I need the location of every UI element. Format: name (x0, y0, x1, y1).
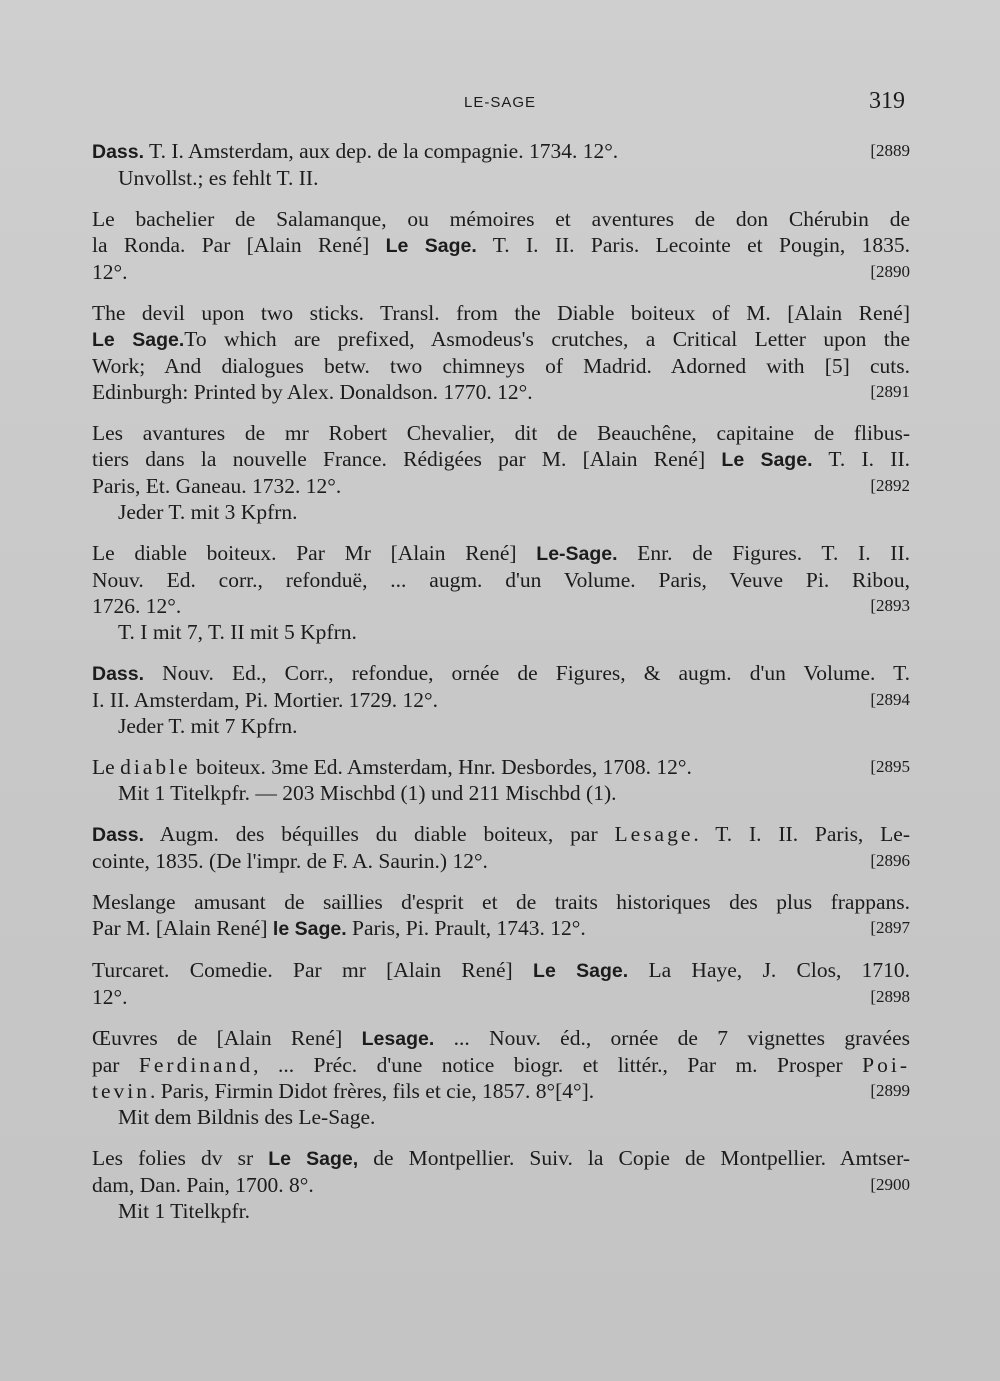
entry-line (92, 1025, 910, 1052)
entry-text: To which are prefixed, Asmodeus's crutches, a Critical Letter upon the (184, 327, 911, 351)
entry-note: Mit 1 Titelkpfr. — 203 Mischbd (1) und 211 Mischbd (1). (118, 781, 617, 805)
bold-term: le Sage. (272, 918, 347, 940)
entry-text: Edinburgh: Printed by Alex. Donaldson. 1770. 12°. (92, 380, 533, 404)
entry-2897 (92, 889, 910, 942)
entry-2891 (92, 300, 910, 405)
entry-line (92, 821, 910, 848)
entry-text: Turcaret. Comedie. Par mr [Alain René] (92, 958, 534, 982)
entry-text: , ... Préc. d'une notice biogr. et littér., Par m. Prosper (253, 1053, 863, 1077)
entry-note: Mit dem Bildnis des Le-Sage. (118, 1105, 376, 1129)
entry-note: T. I mit 7, T. II mit 5 Kpfrn. (118, 620, 357, 644)
bold-term: Le Sage, (268, 1148, 359, 1170)
entry-text: . Paris, Firmin Didot frères, fils et cie, 1857. 8°[4°]. (150, 1079, 595, 1103)
bibliography-list (92, 138, 910, 1239)
bold-term: Le Sage. (533, 960, 629, 982)
entry-line (92, 1078, 910, 1104)
entry-2893 (92, 540, 910, 645)
entry-2898 (92, 957, 910, 1010)
entry-number: [2891 (870, 382, 910, 401)
entry-2894 (92, 660, 910, 739)
entry-line (92, 984, 910, 1010)
entry-text: par (92, 1053, 139, 1077)
entry-line (92, 259, 910, 285)
spaced-term: Poi- (862, 1053, 911, 1077)
entry-text: T. I. II. (812, 447, 910, 471)
entry-text: 1726. 12°. (92, 594, 182, 618)
spaced-term: diable (120, 755, 191, 779)
entry-line (92, 957, 910, 984)
entry-line (92, 1172, 910, 1198)
entry-line: Work; And dialogues betw. two chimneys of Madrid. Adorned with [5] cuts. (92, 354, 910, 378)
bold-term: Dass. (92, 141, 145, 163)
entry-line: Meslange amusant de saillies d'esprit et de traits historiques des plus frappans. (92, 890, 910, 914)
entry-text: Enr. de Figures. T. I. II. (617, 541, 910, 565)
entry-line: The devil upon two sticks. Transl. from the Diable boiteux of M. [Alain René] (92, 301, 910, 325)
running-head: LE-SAGE (463, 94, 537, 111)
entry-line (92, 754, 910, 780)
entry-number: [2895 (870, 757, 910, 776)
entry-text: dam, Dan. Pain, 1700. 8°. (92, 1173, 314, 1197)
entry-line (92, 687, 910, 713)
entry-text: Par M. [Alain René] (92, 916, 273, 940)
entry-text: Nouv. Ed., Corr., refondue, ornée de Figures, & augm. d'un Volume. T. (144, 661, 910, 685)
entry-line (92, 326, 910, 353)
entry-line (92, 660, 910, 687)
entry-text: Le (92, 755, 121, 779)
entry-2899 (92, 1025, 910, 1130)
entry-2900 (92, 1145, 910, 1224)
entry-text: Paris, Et. Ganeau. 1732. 12°. (92, 474, 342, 498)
entry-text: T. I. Amsterdam, aux dep. de la compagnie. 1734. 12°. (144, 139, 619, 163)
entry-text: Paris, Pi. Prault, 1743. 12°. (346, 916, 586, 940)
entry-2895 (92, 754, 910, 806)
spaced-term: Ferdinand (138, 1053, 254, 1077)
entry-text: ... Nouv. éd., ornée de 7 vignettes gravées (434, 1026, 910, 1050)
entry-note: Unvollst.; es fehlt T. II. (118, 166, 319, 190)
entry-text: Les folies dv sr (92, 1146, 269, 1170)
entry-line: Nouv. Ed. corr., refonduë, ... augm. d'un Volume. Paris, Veuve Pi. Ribou, (92, 568, 910, 592)
entry-text: la Ronda. Par [Alain René] (92, 233, 386, 257)
entry-text: Œuvres de [Alain René] (92, 1026, 362, 1050)
page-number: 319 (869, 88, 905, 114)
entry-text: I. II. Amsterdam, Pi. Mortier. 1729. 12°. (92, 688, 438, 712)
entry-line (92, 379, 910, 405)
entry-line (92, 540, 910, 567)
entry-line (92, 1052, 910, 1078)
entry-line (92, 593, 910, 619)
entry-line (92, 446, 910, 473)
entry-text: 12°. (92, 985, 128, 1009)
entry-text: T. I. II. Paris. Lecointe et Pougin, 1835. (476, 233, 910, 257)
entry-number: [2892 (870, 476, 910, 495)
entry-line: Le bachelier de Salamanque, ou mémoires et aventures de don Chérubin de (92, 207, 910, 231)
entry-line (92, 915, 910, 942)
entry-2892 (92, 420, 910, 525)
entry-number: [2897 (870, 918, 910, 937)
entry-number: [2898 (870, 987, 910, 1006)
entry-note: Mit 1 Titelkpfr. (118, 1199, 251, 1223)
entry-text: La Haye, J. Clos, 1710. (628, 958, 910, 982)
entry-line (92, 848, 910, 874)
bold-term: Dass. (92, 824, 145, 846)
bold-term: Le-Sage. (536, 543, 618, 565)
entry-line (92, 232, 910, 259)
entry-number: [2889 (870, 141, 910, 160)
entry-number: [2899 (870, 1081, 910, 1100)
bold-term: Le Sage. (721, 449, 813, 471)
bold-term: Le Sage. (385, 235, 477, 257)
bold-term: Lesage. (361, 1028, 435, 1050)
entry-line: Les avantures de mr Robert Chevalier, dit de Beauchêne, capitaine de flibus- (92, 421, 910, 445)
entry-text: 12°. (92, 260, 128, 284)
entry-line (92, 138, 910, 165)
entry-2889 (92, 138, 910, 191)
spaced-term: Lesage (614, 822, 694, 846)
entry-line (92, 473, 910, 499)
entry-text: Le diable boiteux. Par Mr [Alain René] (92, 541, 537, 565)
entry-text: boiteux. 3me Ed. Amsterdam, Hnr. Desbordes, 1708. 12°. (190, 755, 692, 779)
entry-2896 (92, 821, 910, 874)
entry-number: [2890 (870, 262, 910, 281)
entry-text: tiers dans la nouvelle France. Rédigées par M. [Alain René] (92, 447, 722, 471)
entry-2890 (92, 206, 910, 285)
entry-note: Jeder T. mit 3 Kpfrn. (118, 500, 298, 524)
entry-note: Jeder T. mit 7 Kpfrn. (118, 714, 298, 738)
entry-number: [2893 (870, 596, 910, 615)
entry-text: de Montpellier. Suiv. la Copie de Montpellier. Amtser- (358, 1146, 910, 1170)
bold-term: Le Sage. (92, 329, 185, 351)
entry-text: cointe, 1835. (De l'impr. de F. A. Saurin.) 12°. (92, 849, 488, 873)
entry-number: [2894 (870, 690, 910, 709)
entry-line (92, 1145, 910, 1172)
entry-number: [2896 (870, 851, 910, 870)
spaced-term: tevin (92, 1079, 150, 1103)
entry-text: . T. I. II. Paris, Le- (693, 822, 910, 846)
entry-text: Augm. des béquilles du diable boiteux, par (144, 822, 615, 846)
entry-number: [2900 (870, 1175, 910, 1194)
bold-term: Dass. (92, 663, 145, 685)
